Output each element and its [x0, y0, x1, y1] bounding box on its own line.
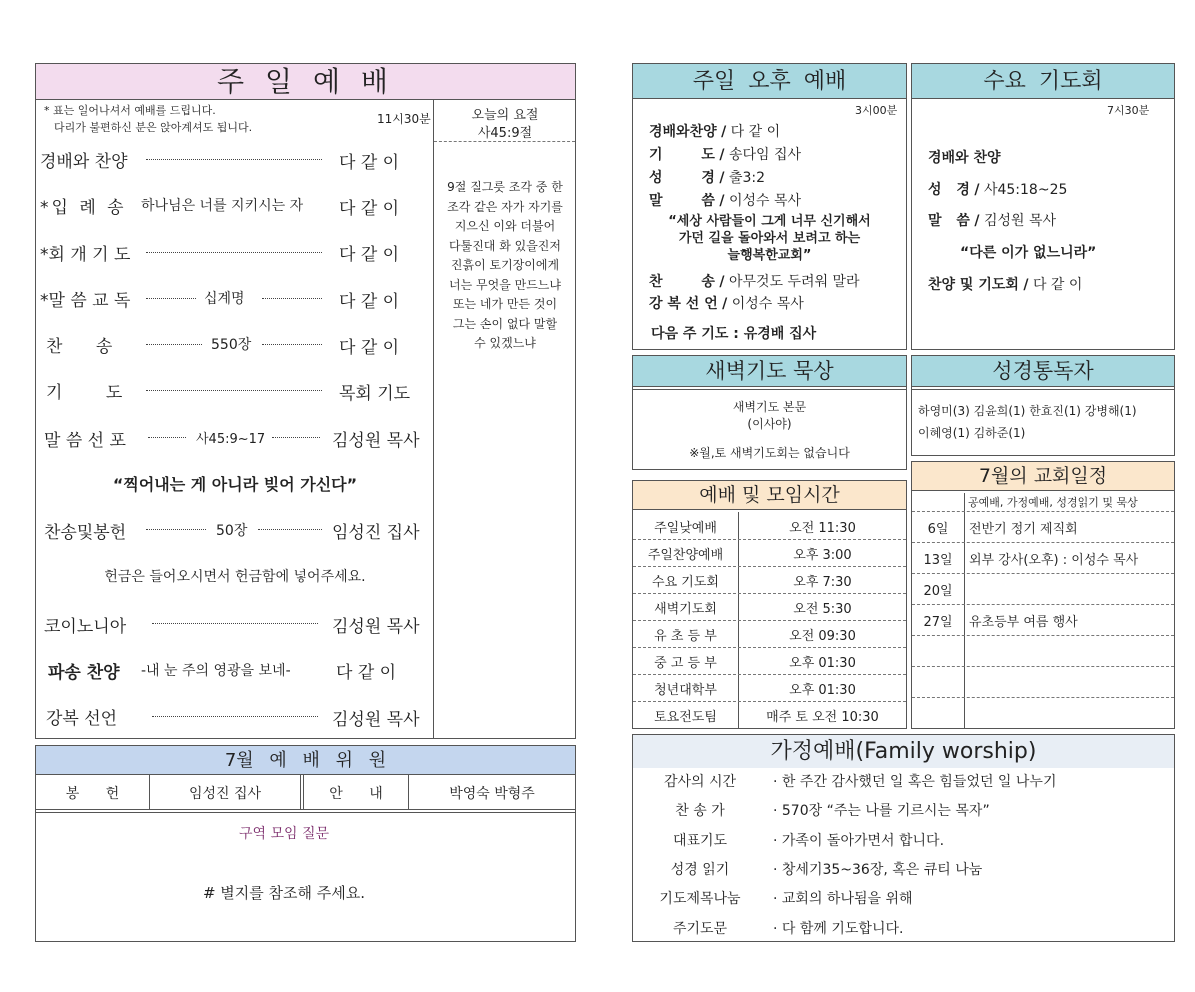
meeting-name: 유 초 등 부	[654, 629, 717, 644]
row-divider	[912, 697, 1174, 698]
afternoon-row: 말 씀 / 이성수 목사	[649, 193, 802, 209]
dawn-line2: (이사야)	[747, 417, 792, 431]
meeting-time: 오후 01:30	[789, 683, 856, 698]
row-label: 찬양 및 기도회	[928, 277, 1019, 293]
row-value: 이성수 목사	[728, 193, 802, 209]
meeting-name: 주일낮예배	[654, 521, 717, 536]
meeting-name: 새벽기도회	[654, 602, 717, 617]
wednesday-sermon: “다른 이가 없느니라”	[960, 245, 1097, 261]
wednesday-row: 찬양 및 기도회 / 다 같 이	[928, 277, 1083, 293]
verse-title: 오늘의 요절	[471, 108, 539, 123]
row-divider	[633, 647, 906, 648]
verse-line: 수 있겠느냐	[474, 336, 536, 350]
wednesday-time: 7시30분	[1107, 104, 1150, 117]
family-label: 감사의 시간	[663, 774, 737, 790]
row-label: 기 도	[649, 147, 715, 163]
wednesday-prayer-title: 수요 기도회	[912, 64, 1174, 99]
meeting-name: 수요 기도회	[652, 575, 719, 590]
family-label: 찬 송 가	[675, 803, 725, 820]
order-leader: 다 같 이	[339, 199, 400, 219]
row-value: 송다임 집사	[728, 147, 802, 163]
guide-label: 안 내	[329, 786, 383, 802]
afternoon-service-title: 주일 오후 예배	[633, 64, 906, 99]
order-leader: 다 같 이	[336, 663, 397, 683]
wednesday-row: 성 경 / 사45:18~25	[928, 182, 1068, 198]
wednesday-row: 말 씀 / 김성원 목사	[928, 213, 1057, 229]
meeting-time: 오후 01:30	[789, 656, 856, 671]
family-value: · 가족이 돌아가면서 합니다.	[773, 832, 945, 849]
row-divider	[633, 593, 906, 594]
row-divider	[633, 674, 906, 675]
order-label: 말 씀 선 포	[44, 431, 126, 451]
sit-note: 다리가 불편하신 분은 앉아계셔도 됩니다.	[54, 121, 253, 134]
row-label: 성 경	[928, 182, 970, 198]
row-value: 이성수 목사	[731, 296, 804, 312]
bible-readers-panel	[911, 355, 1175, 456]
row-divider	[912, 573, 1174, 574]
dawn-prayer-panel	[632, 355, 907, 470]
meeting-time: 매주 토 오전 10:30	[766, 710, 879, 725]
row-divider	[912, 542, 1174, 543]
order-leader: 임성진 집사	[332, 523, 420, 543]
order-detail: 사45:9~17	[196, 432, 266, 447]
order-leader: 목회 기도	[339, 384, 411, 404]
schedule-event: 유초등부 여름 행사	[969, 615, 1078, 630]
afternoon-time: 3시00분	[855, 104, 898, 117]
order-label: 강복 선언	[46, 709, 118, 729]
row-divider	[912, 511, 1174, 512]
family-value: · 창세기35~36장, 혹은 큐티 나눔	[773, 861, 983, 878]
row-label: 찬 송	[649, 274, 715, 290]
schedule-event: 외부 강사(오후) : 이성수 목사	[969, 553, 1139, 568]
row-value: 김성원 목사	[983, 213, 1057, 229]
church-schedule-title: 7월의 교회일정	[912, 462, 1174, 491]
order-detail: 50장	[216, 523, 248, 539]
verse-line: 조각 같은 자가 자기를	[447, 199, 563, 214]
row-label: 성 경	[649, 170, 715, 186]
family-value: · 교회의 하나됨을 위해	[773, 891, 913, 908]
row-divider	[633, 701, 906, 702]
order-label: 찬 송	[46, 337, 113, 357]
wednesday-prayer-panel	[911, 63, 1175, 350]
afternoon-service-panel	[632, 63, 907, 350]
readers-line1: 하영미(3) 김윤희(1) 한효진(1) 강병해(1)	[918, 404, 1137, 418]
committee-title: 7월 예 배 위 원	[36, 746, 575, 775]
order-detail: -내 눈 주의 영광을 보네-	[141, 663, 291, 679]
schedule-day: 6일	[927, 522, 949, 537]
schedule-day: 20일	[923, 584, 953, 599]
sunday-service-panel	[35, 63, 576, 739]
offering-note: 헌금은 들어오시면서 헌금함에 넣어주세요.	[104, 569, 366, 585]
committee-panel	[35, 745, 576, 942]
verse-ref: 사45:9절	[477, 126, 533, 141]
order-detail: 하나님은 너를 지키시는 자	[141, 198, 304, 214]
order-leader: 다 같 이	[339, 245, 400, 265]
meeting-time: 오전 09:30	[789, 629, 856, 644]
verse-text	[434, 178, 576, 354]
verse-line: 9절 질그릇 조각 중 한	[447, 180, 563, 194]
family-label: 주기도문	[672, 920, 728, 937]
order-leader: 다 같 이	[339, 338, 400, 358]
order-label: *말 씀 교 독	[40, 291, 131, 311]
group-question-title: 구역 모임 질문	[238, 826, 330, 842]
row-value: 다 같 이	[730, 124, 781, 140]
row-label: 경배와찬양	[649, 124, 717, 140]
stand-note: * 표는 일어나셔서 예배를 드립니다.	[44, 104, 216, 117]
order-label: *입 례 송	[40, 198, 127, 218]
verse-line: 진흙이 토기장이에게	[450, 258, 560, 272]
verse-line: 너는 무엇을 만드느냐	[449, 277, 561, 292]
family-value: · 한 주간 감사했던 일 혹은 힘들었던 일 나누기	[773, 774, 1057, 790]
row-divider	[912, 604, 1174, 605]
verse-line: 다툴진대 화 있을진저	[449, 238, 561, 253]
row-label: 말 씀	[928, 213, 970, 229]
afternoon-row: 찬 송 / 아무것도 두려워 말라	[649, 274, 860, 290]
row-divider	[633, 539, 906, 540]
meeting-time: 오후 3:00	[793, 548, 852, 563]
sermon-line: 늘행복한교회”	[727, 248, 812, 263]
verse-line: 또는 네가 만든 것이	[452, 297, 558, 311]
order-label: 코이노니아	[44, 617, 127, 637]
row-value: 사45:18~25	[983, 182, 1068, 198]
schedule-day: 13일	[923, 553, 953, 568]
group-question-note: # 별지를 참조해 주세요.	[202, 884, 366, 902]
row-value: 다 같 이	[1032, 277, 1083, 293]
meeting-name: 청년대학부	[654, 683, 717, 698]
family-label: 성경 읽기	[670, 861, 730, 878]
meeting-name: 주일찬양예배	[647, 548, 724, 563]
row-divider	[912, 666, 1174, 667]
order-label: 파송 찬양	[48, 663, 120, 683]
service-time: 11시30분	[377, 112, 431, 126]
afternoon-row: 성 경 / 출3:2	[649, 170, 766, 186]
verse-line: 그는 손이 없다 말할	[452, 316, 558, 331]
church-schedule-panel	[911, 461, 1175, 729]
next-prayer: 다음 주 기도 : 유경배 집사	[651, 326, 817, 342]
verse-line: 지으신 이와 더불어	[454, 219, 556, 233]
row-divider	[633, 620, 906, 621]
order-label: *회 개 기 도	[40, 245, 131, 265]
order-leader: 김성원 목사	[332, 617, 420, 637]
sermon-line: 가던 길을 돌아와서 보려고 하는	[678, 231, 861, 246]
meeting-name: 중 고 등 부	[654, 656, 717, 671]
offering-name: 임성진 집사	[188, 786, 262, 802]
schedule-event: 전반기 정기 제직회	[969, 522, 1078, 537]
schedule-day: 27일	[923, 615, 953, 630]
bible-readers-title: 성경통독자	[912, 356, 1174, 387]
afternoon-row: 강 복 선 언 / 이성수 목사	[649, 296, 804, 312]
afternoon-row: 기 도 / 송다임 집사	[649, 147, 802, 163]
dawn-line1: 새벽기도 본문	[732, 400, 807, 414]
row-label: 강 복 선 언	[649, 296, 718, 312]
afternoon-row: 경배와찬양 / 다 같 이	[649, 124, 781, 140]
dawn-prayer-title: 새벽기도 묵상	[633, 356, 906, 387]
readers-line2: 이혜영(1) 김하준(1)	[918, 426, 1026, 440]
family-value: · 570장 “주는 나를 기르시는 목자”	[773, 803, 990, 820]
family-label: 대표기도	[672, 832, 728, 849]
offering-label: 봉 헌	[65, 786, 120, 802]
row-value: 출3:2	[728, 170, 766, 186]
guide-names: 박영숙 박형주	[449, 786, 535, 802]
family-label: 기도제목나눔	[659, 891, 741, 908]
family-value: · 다 함께 기도합니다.	[773, 920, 904, 937]
order-label: 기 도	[46, 383, 123, 403]
order-leader: 김성원 목사	[332, 710, 420, 730]
order-detail: 550장	[211, 337, 252, 353]
order-leader: 김성원 목사	[332, 431, 420, 451]
row-label: 말 씀	[649, 193, 715, 209]
meeting-time: 오전 5:30	[793, 602, 852, 617]
sunday-service-title: 주 일 예 배	[36, 64, 575, 100]
sermon-title: “찍어내는 게 아니라 빚어 가신다”	[112, 475, 358, 494]
row-value: 아무것도 두려워 말라	[728, 274, 860, 290]
afternoon-sermon	[633, 213, 906, 264]
row-divider	[633, 566, 906, 567]
meeting-times-title: 예배 및 모임시간	[633, 481, 906, 510]
order-leader: 다 같 이	[339, 292, 400, 312]
meeting-time: 오후 7:30	[793, 575, 852, 590]
order-detail: 십계명	[204, 291, 245, 307]
row-divider	[912, 635, 1174, 636]
order-label: 경배와 찬양	[40, 152, 128, 172]
schedule-header-note: 공예배, 가정예배, 성경읽기 및 묵상	[968, 496, 1138, 509]
family-worship-panel	[632, 734, 1175, 942]
wednesday-worship: 경배와 찬양	[928, 150, 1001, 166]
meeting-times-panel	[632, 480, 907, 729]
order-label: 찬송및봉헌	[44, 523, 127, 543]
meeting-time: 오전 11:30	[789, 521, 856, 536]
order-leader: 다 같 이	[339, 153, 400, 173]
sermon-line: “세상 사람들이 그게 너무 신기해서	[668, 214, 871, 229]
family-worship-title: 가정예배(Family worship)	[633, 735, 1174, 768]
meeting-name: 토요전도팀	[654, 710, 717, 725]
dawn-note: ※월,토 새벽기도회는 없습니다	[689, 446, 850, 460]
